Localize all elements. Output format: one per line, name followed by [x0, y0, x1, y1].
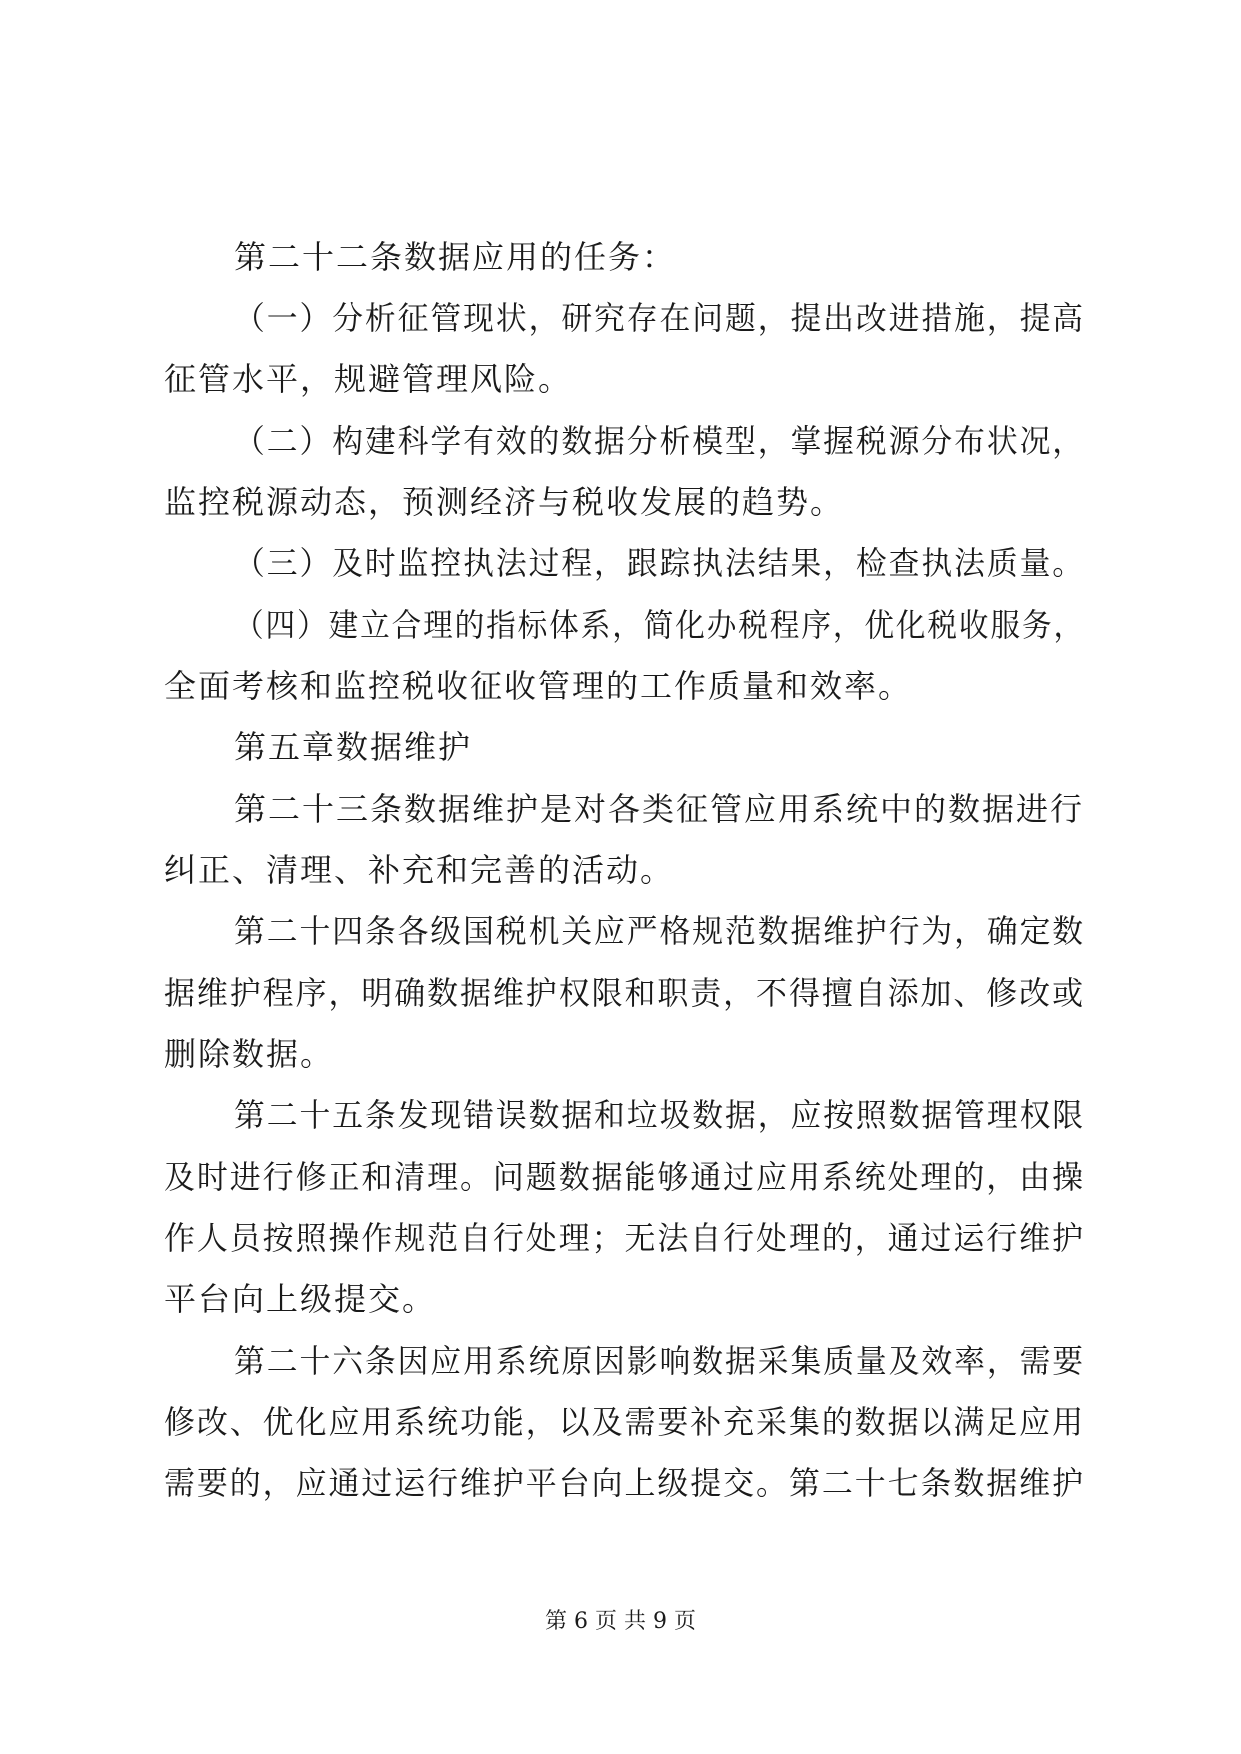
text-line: 第二十四条各级国税机关应严格规范数据维护行为，确定数 [234, 912, 1086, 950]
text-line: （四）建立合理的指标体系，简化办税程序，优化税收服务， [234, 606, 1086, 644]
text-line: 据维护程序，明确数据维护权限和职责，不得擅自添加、修改或 [164, 974, 1085, 1012]
page-footer: 第 6 页 共 9 页 [545, 1609, 696, 1634]
text-line: 纠正、清理、补充和完善的活动。 [164, 851, 675, 889]
text-line: 需要的，应通过运行维护平台向上级提交。第二十七条数据维护 [164, 1464, 1085, 1502]
chapter-heading: 第五章数据维护 [234, 728, 473, 766]
text-line: （一）分析征管现状，研究存在问题，提出改进措施，提高 [234, 299, 1086, 337]
text-line: 第二十六条因应用系统原因影响数据采集质量及效率，需要 [234, 1342, 1086, 1380]
text-line: 平台向上级提交。 [164, 1280, 437, 1318]
text-line: 第二十三条数据维护是对各类征管应用系统中的数据进行 [234, 790, 1085, 828]
text-line: 及时进行修正和清理。问题数据能够通过应用系统处理的，由操 [164, 1158, 1085, 1196]
text-line: 全面考核和监控税收征收管理的工作质量和效率。 [164, 667, 913, 705]
text-line: 第二十五条发现错误数据和垃圾数据，应按照数据管理权限 [234, 1096, 1086, 1134]
text-line: 监控税源动态，预测经济与税收发展的趋势。 [164, 483, 845, 521]
text-line: 修改、优化应用系统功能，以及需要补充采集的数据以满足应用 [164, 1403, 1085, 1441]
text-line: 删除数据。 [164, 1035, 335, 1073]
text-line: 征管水平，规避管理风险。 [164, 360, 573, 398]
text-line: （二）构建科学有效的数据分析模型，掌握税源分布状况， [234, 422, 1086, 460]
text-line: （三）及时监控执法过程，跟踪执法结果，检查执法质量。 [234, 544, 1086, 582]
text-line: 第二十二条数据应用的任务： [234, 238, 677, 276]
text-line: 作人员按照操作规范自行处理；无法自行处理的，通过运行维护 [164, 1219, 1085, 1257]
